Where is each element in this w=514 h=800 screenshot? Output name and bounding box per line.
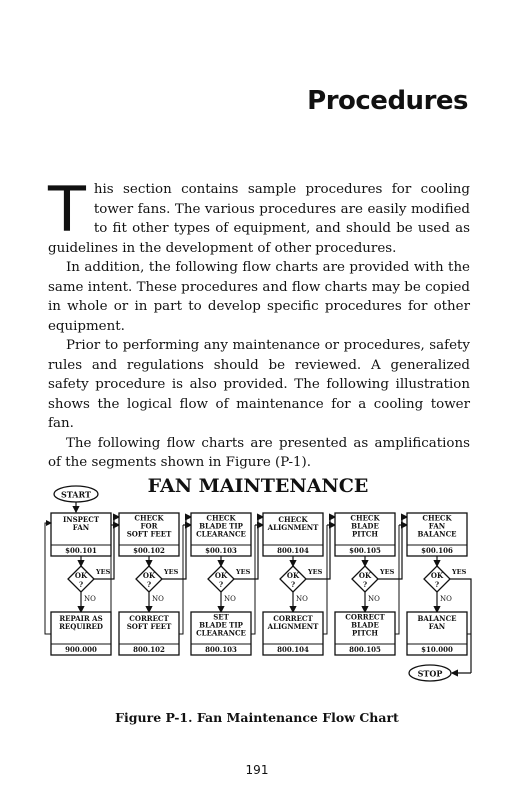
check-box-2-line: CHECK [134, 513, 164, 523]
check-box-2-line: SOFT FEET [126, 529, 172, 539]
figure-caption: Figure P-1. Fan Maintenance Flow Chart [115, 710, 399, 725]
check-box-4-line: CHECK [278, 515, 308, 524]
action-code-4: 800.104 [277, 645, 309, 654]
yes-label: YES [96, 568, 111, 576]
action-code-6: $10.000 [421, 645, 453, 654]
action-box-6-line: BALANCE [417, 614, 457, 623]
stop-label: STOP [417, 668, 443, 679]
check-box-1-line: INSPECT [62, 515, 100, 524]
decision-ok-text: OK [142, 571, 156, 580]
paragraph-4: The following flow charts are presented as amplifications of the segments shown in Figure (P-1). [48, 435, 470, 470]
action-box-5-line: CORRECT [345, 612, 385, 622]
check-box-5-line: PITCH [352, 529, 378, 539]
fan-maintenance-flowchart [0, 470, 514, 702]
check-code-6: $00.106 [421, 546, 453, 555]
check-code-2: $00.102 [133, 546, 165, 555]
decision-ok-text: OK [430, 571, 444, 580]
action-box-4-line: CORRECT [273, 614, 313, 623]
action-box-3-line: SET [213, 612, 229, 622]
drop-cap: T [48, 173, 86, 246]
check-code-4: 800.104 [277, 546, 309, 555]
yes-label: YES [236, 568, 251, 576]
decision-ok-text: OK [214, 571, 228, 580]
check-box-5-line: BLADE [351, 521, 379, 531]
check-box-1-line: FAN [72, 523, 90, 532]
action-code-5: 800.105 [349, 645, 381, 654]
start-label: START [61, 489, 91, 500]
check-box-3-line: CLEARANCE [196, 529, 246, 539]
check-box-4-line: ALIGNMENT [267, 523, 319, 532]
action-box-1-line: REQUIRED [59, 622, 103, 631]
decision-question-text: ? [218, 580, 224, 589]
decision-question-text: ? [362, 580, 368, 589]
action-code-2: 800.102 [133, 645, 165, 654]
decision-ok-text: OK [286, 571, 300, 580]
no-label: NO [296, 595, 308, 603]
paragraph-1-text: his section contains sample procedures for cooling tower fans. The various procedures are easily modified to fit other types of equipment, and should be used as guidelines in the development of other procedures. [48, 182, 470, 256]
decision-ok-text: OK [74, 571, 88, 580]
check-box-6-line: FAN [428, 521, 446, 531]
action-box-5-line: BLADE [351, 620, 379, 630]
repair-return-path [45, 523, 51, 634]
no-label: NO [152, 595, 164, 603]
check-box-6-line: CHECK [422, 513, 452, 523]
action-code-3: 800.103 [205, 645, 237, 654]
yes-label: YES [164, 568, 179, 576]
check-box-2-line: FOR [140, 521, 158, 531]
no-label: NO [224, 595, 236, 603]
chapter-title: Procedures [307, 86, 468, 116]
decision-question-text: ? [78, 580, 84, 589]
flowchart-title: FAN MAINTENANCE [147, 475, 369, 497]
paragraph-1 [48, 173, 470, 258]
action-box-4-line: ALIGNMENT [267, 622, 319, 631]
action-box-5-line: PITCH [352, 628, 378, 638]
body-text [48, 173, 470, 473]
check-box-5-line: CHECK [350, 513, 380, 523]
paragraph-2: In addition, the following flow charts are provided with the same intent. These procedures and flow charts may be copied in whole or in part to develop specific procedures for other equipment. [48, 260, 470, 334]
action-box-3-line: BLADE TIP [199, 620, 243, 630]
action-box-3-line: CLEARANCE [196, 628, 246, 638]
yes-label: YES [380, 568, 395, 576]
action-code-1: 900.000 [65, 645, 97, 654]
decision-question-text: ? [146, 580, 152, 589]
yes-label: YES [452, 568, 467, 576]
action-box-2-line: CORRECT [129, 614, 169, 623]
decision-ok-text: OK [358, 571, 372, 580]
no-label: NO [368, 595, 380, 603]
check-code-1: $00.101 [65, 546, 97, 555]
paragraph-3: Prior to performing any maintenance or procedures, safety rules and regulations should be reviewed. A generalized safety procedure is also provided. The following illustration shows the logical flow of maintenance for a cooling tower fan. [48, 338, 470, 431]
action-box-6-line: FAN [428, 622, 446, 631]
check-code-3: $00.103 [205, 546, 237, 555]
action-box-1-line: REPAIR AS [59, 614, 103, 623]
check-code-5: $00.105 [349, 546, 381, 555]
decision-question-text: ? [290, 580, 296, 589]
no-label: NO [84, 595, 96, 603]
yes-label: YES [308, 568, 323, 576]
action-box-2-line: SOFT FEET [126, 622, 172, 631]
check-box-6-line: BALANCE [417, 529, 457, 539]
check-box-3-line: CHECK [206, 513, 236, 523]
decision-question-text: ? [434, 580, 440, 589]
check-box-3-line: BLADE TIP [199, 521, 243, 531]
no-label: NO [440, 595, 452, 603]
page-number: 191 [245, 763, 269, 777]
